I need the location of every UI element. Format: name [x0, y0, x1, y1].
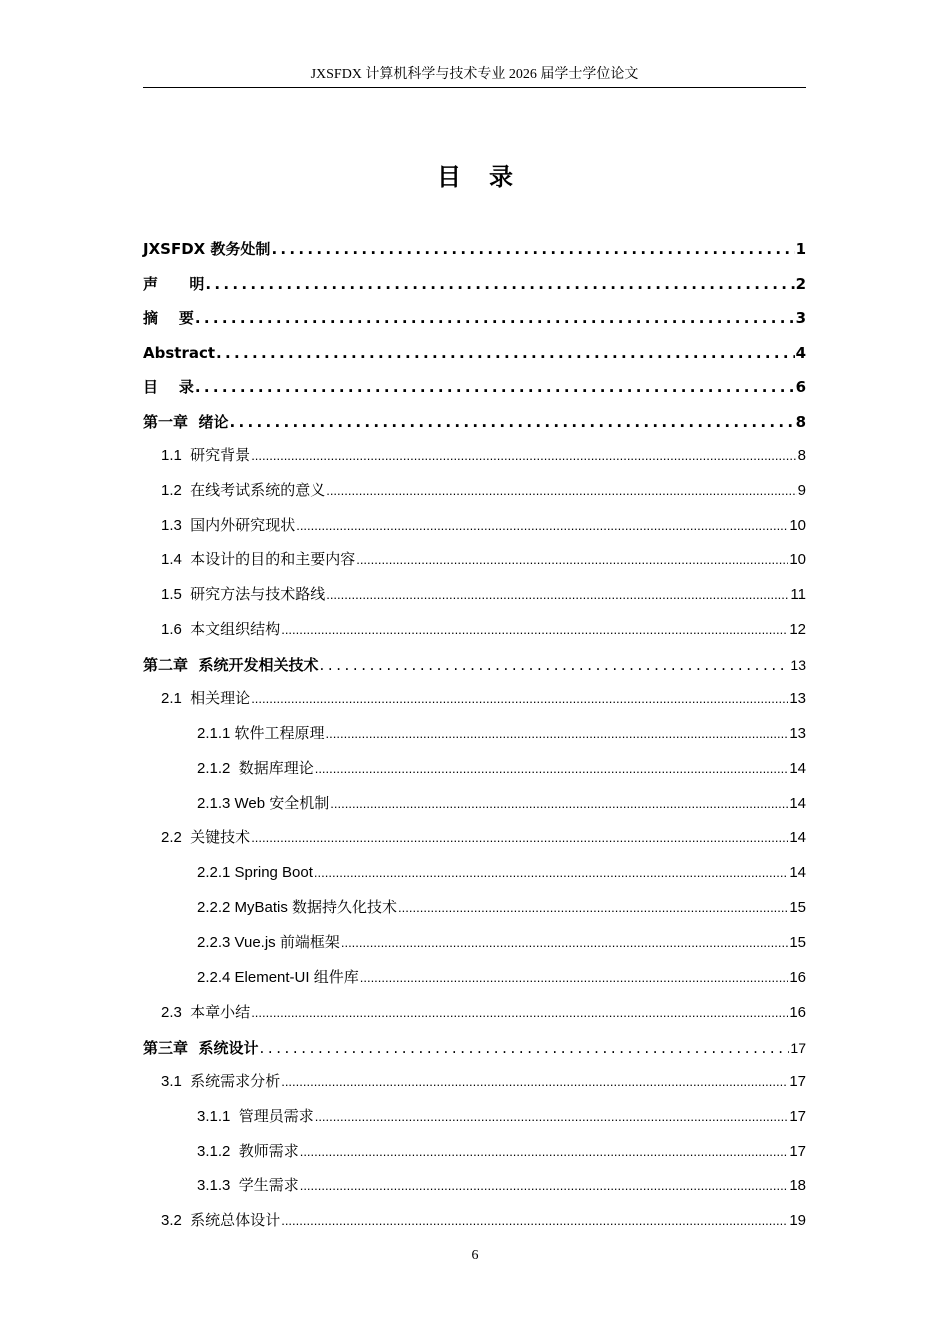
- toc-page: 4: [795, 344, 806, 362]
- toc-page: 2: [795, 275, 806, 293]
- toc-label: 2.2.2 MyBatis 数据持久化技术: [197, 899, 398, 916]
- toc-page: 14: [789, 829, 806, 846]
- toc-page: 17: [789, 1143, 806, 1160]
- toc-label: 第三章 系统设计: [143, 1039, 259, 1057]
- toc-page: 12: [789, 621, 806, 638]
- toc-leader: [315, 759, 789, 779]
- toc-label: 2.1 相关理论: [161, 690, 251, 707]
- toc-entry[interactable]: [143, 641, 806, 675]
- toc-label: 1.3 国内外研究现状: [161, 517, 296, 534]
- toc-leader: [216, 343, 795, 363]
- toc-label: 3.1.3 学生需求: [197, 1177, 299, 1194]
- toc-page: 9: [797, 482, 806, 499]
- page-title: 目录: [437, 163, 541, 191]
- toc-entry[interactable]: [161, 432, 806, 466]
- toc-label: 第二章 系统开发相关技术: [143, 656, 319, 674]
- toc-label: 2.1.2 数据库理论: [197, 760, 314, 777]
- toc-entry[interactable]: [161, 989, 806, 1023]
- toc-label: 3.2 系统总体设计: [161, 1212, 281, 1229]
- toc-label: 2.3 本章小结: [161, 1004, 251, 1021]
- toc-page: 1: [795, 240, 806, 258]
- toc-entry[interactable]: [197, 849, 806, 883]
- toc-leader: [326, 481, 796, 501]
- toc-leader: [341, 933, 788, 953]
- toc-page: 10: [789, 517, 806, 534]
- toc-page: 17: [789, 1073, 806, 1090]
- toc-leader: [300, 1176, 789, 1196]
- toc-label: 3.1.1 管理员需求: [197, 1108, 314, 1125]
- toc-leader: [251, 1003, 788, 1023]
- toc-label: JXSFDX 教务处制: [143, 240, 271, 258]
- toc-page: 16: [789, 1004, 806, 1021]
- toc-entry[interactable]: [161, 606, 806, 640]
- toc-entry[interactable]: [161, 536, 806, 570]
- toc-label: 声 明: [143, 275, 205, 293]
- toc-leader: [356, 550, 788, 570]
- toc-leader: [251, 689, 788, 709]
- toc-label: 2.2.4 Element-UI 组件库: [197, 969, 359, 986]
- toc-page: 10: [789, 551, 806, 568]
- toc-entry[interactable]: [161, 814, 806, 848]
- toc-label: 1.1 研究背景: [161, 447, 251, 464]
- toc-label: 2.2 关键技术: [161, 829, 251, 846]
- toc-entry[interactable]: [143, 1024, 806, 1058]
- toc-page: 13: [789, 690, 806, 707]
- toc-page: 3: [795, 309, 806, 327]
- toc-entry[interactable]: [197, 1093, 806, 1127]
- toc-leader: [300, 1142, 789, 1162]
- toc-leader: [281, 1072, 788, 1092]
- toc-leader: [281, 1211, 788, 1231]
- toc-leader: [259, 1038, 789, 1058]
- toc-label: 2.2.3 Vue.js 前端框架: [197, 934, 340, 951]
- toc-leader: [330, 794, 788, 814]
- toc-entry[interactable]: [143, 398, 806, 432]
- toc-label: 2.1.1 软件工程原理: [197, 725, 325, 742]
- toc-page: 17: [790, 1040, 806, 1056]
- toc-page: 14: [789, 864, 806, 881]
- toc-entry[interactable]: [161, 1197, 806, 1231]
- toc-leader: [195, 308, 795, 328]
- header-rule: [143, 87, 806, 88]
- toc-leader: [229, 412, 794, 432]
- toc-entry[interactable]: [161, 1058, 806, 1092]
- toc-label: 摘 要: [143, 309, 194, 327]
- toc-page: 19: [789, 1212, 806, 1229]
- toc-leader: [271, 239, 794, 259]
- toc-label: 1.6 本文组织结构: [161, 621, 281, 638]
- toc-entry[interactable]: [197, 710, 806, 744]
- toc-page: 13: [790, 657, 806, 673]
- toc-entry[interactable]: [197, 954, 806, 988]
- toc-page: 14: [789, 795, 806, 812]
- toc-label: Abstract: [143, 344, 216, 362]
- toc-entry[interactable]: [197, 884, 806, 918]
- toc-label: 2.1.3 Web 安全机制: [197, 795, 330, 812]
- toc-label: 1.5 研究方法与技术路线: [161, 586, 326, 603]
- toc-page: 13: [789, 725, 806, 742]
- toc-leader: [251, 828, 788, 848]
- toc-entry[interactable]: [143, 225, 806, 259]
- toc-page: 15: [789, 899, 806, 916]
- running-header: JXSFDX 计算机科学与技术专业 2026 届学士学位论文: [310, 67, 639, 82]
- toc-page: 6: [795, 378, 806, 396]
- toc-entry[interactable]: [143, 329, 806, 363]
- toc-page: 11: [790, 586, 806, 603]
- toc-entry[interactable]: [143, 260, 806, 294]
- page-number: 6: [471, 1248, 479, 1263]
- toc-entry[interactable]: [161, 467, 806, 501]
- toc-label: 1.4 本设计的目的和主要内容: [161, 551, 356, 568]
- toc-entry[interactable]: [161, 502, 806, 536]
- toc-leader: [319, 655, 789, 675]
- toc-label: 2.2.1 Spring Boot: [197, 864, 313, 881]
- toc-leader: [398, 898, 788, 918]
- toc-label: 3.1.2 教师需求: [197, 1143, 299, 1160]
- toc-entry[interactable]: [197, 1128, 806, 1162]
- toc-entry[interactable]: [197, 1162, 806, 1196]
- toc-entry[interactable]: [197, 780, 806, 814]
- toc-label: 1.2 在线考试系统的意义: [161, 482, 326, 499]
- toc-label: 3.1 系统需求分析: [161, 1073, 281, 1090]
- toc-page: 15: [789, 934, 806, 951]
- toc-leader: [360, 968, 789, 988]
- toc-leader: [251, 446, 796, 466]
- toc-page: 17: [789, 1108, 806, 1125]
- toc-label: 目 录: [143, 378, 194, 396]
- toc-page: 16: [789, 969, 806, 986]
- toc-page: 18: [789, 1177, 806, 1194]
- toc-leader: [205, 274, 794, 294]
- toc-leader: [326, 585, 789, 605]
- toc-entry[interactable]: [143, 294, 806, 328]
- toc-leader: [326, 724, 789, 744]
- toc-entry[interactable]: [143, 363, 806, 397]
- toc-leader: [195, 377, 795, 397]
- toc-page: 8: [797, 447, 806, 464]
- toc-entry[interactable]: [197, 919, 806, 953]
- toc-entry[interactable]: [161, 675, 806, 709]
- toc-entry[interactable]: [161, 571, 806, 605]
- toc-leader: [315, 1107, 789, 1127]
- toc-leader: [296, 516, 788, 536]
- toc-page: 8: [795, 413, 806, 431]
- toc-leader: [314, 863, 788, 883]
- toc-entry[interactable]: [197, 745, 806, 779]
- toc-page: 14: [789, 760, 806, 777]
- toc-label: 第一章 绪论: [143, 413, 229, 431]
- toc-leader: [281, 620, 788, 640]
